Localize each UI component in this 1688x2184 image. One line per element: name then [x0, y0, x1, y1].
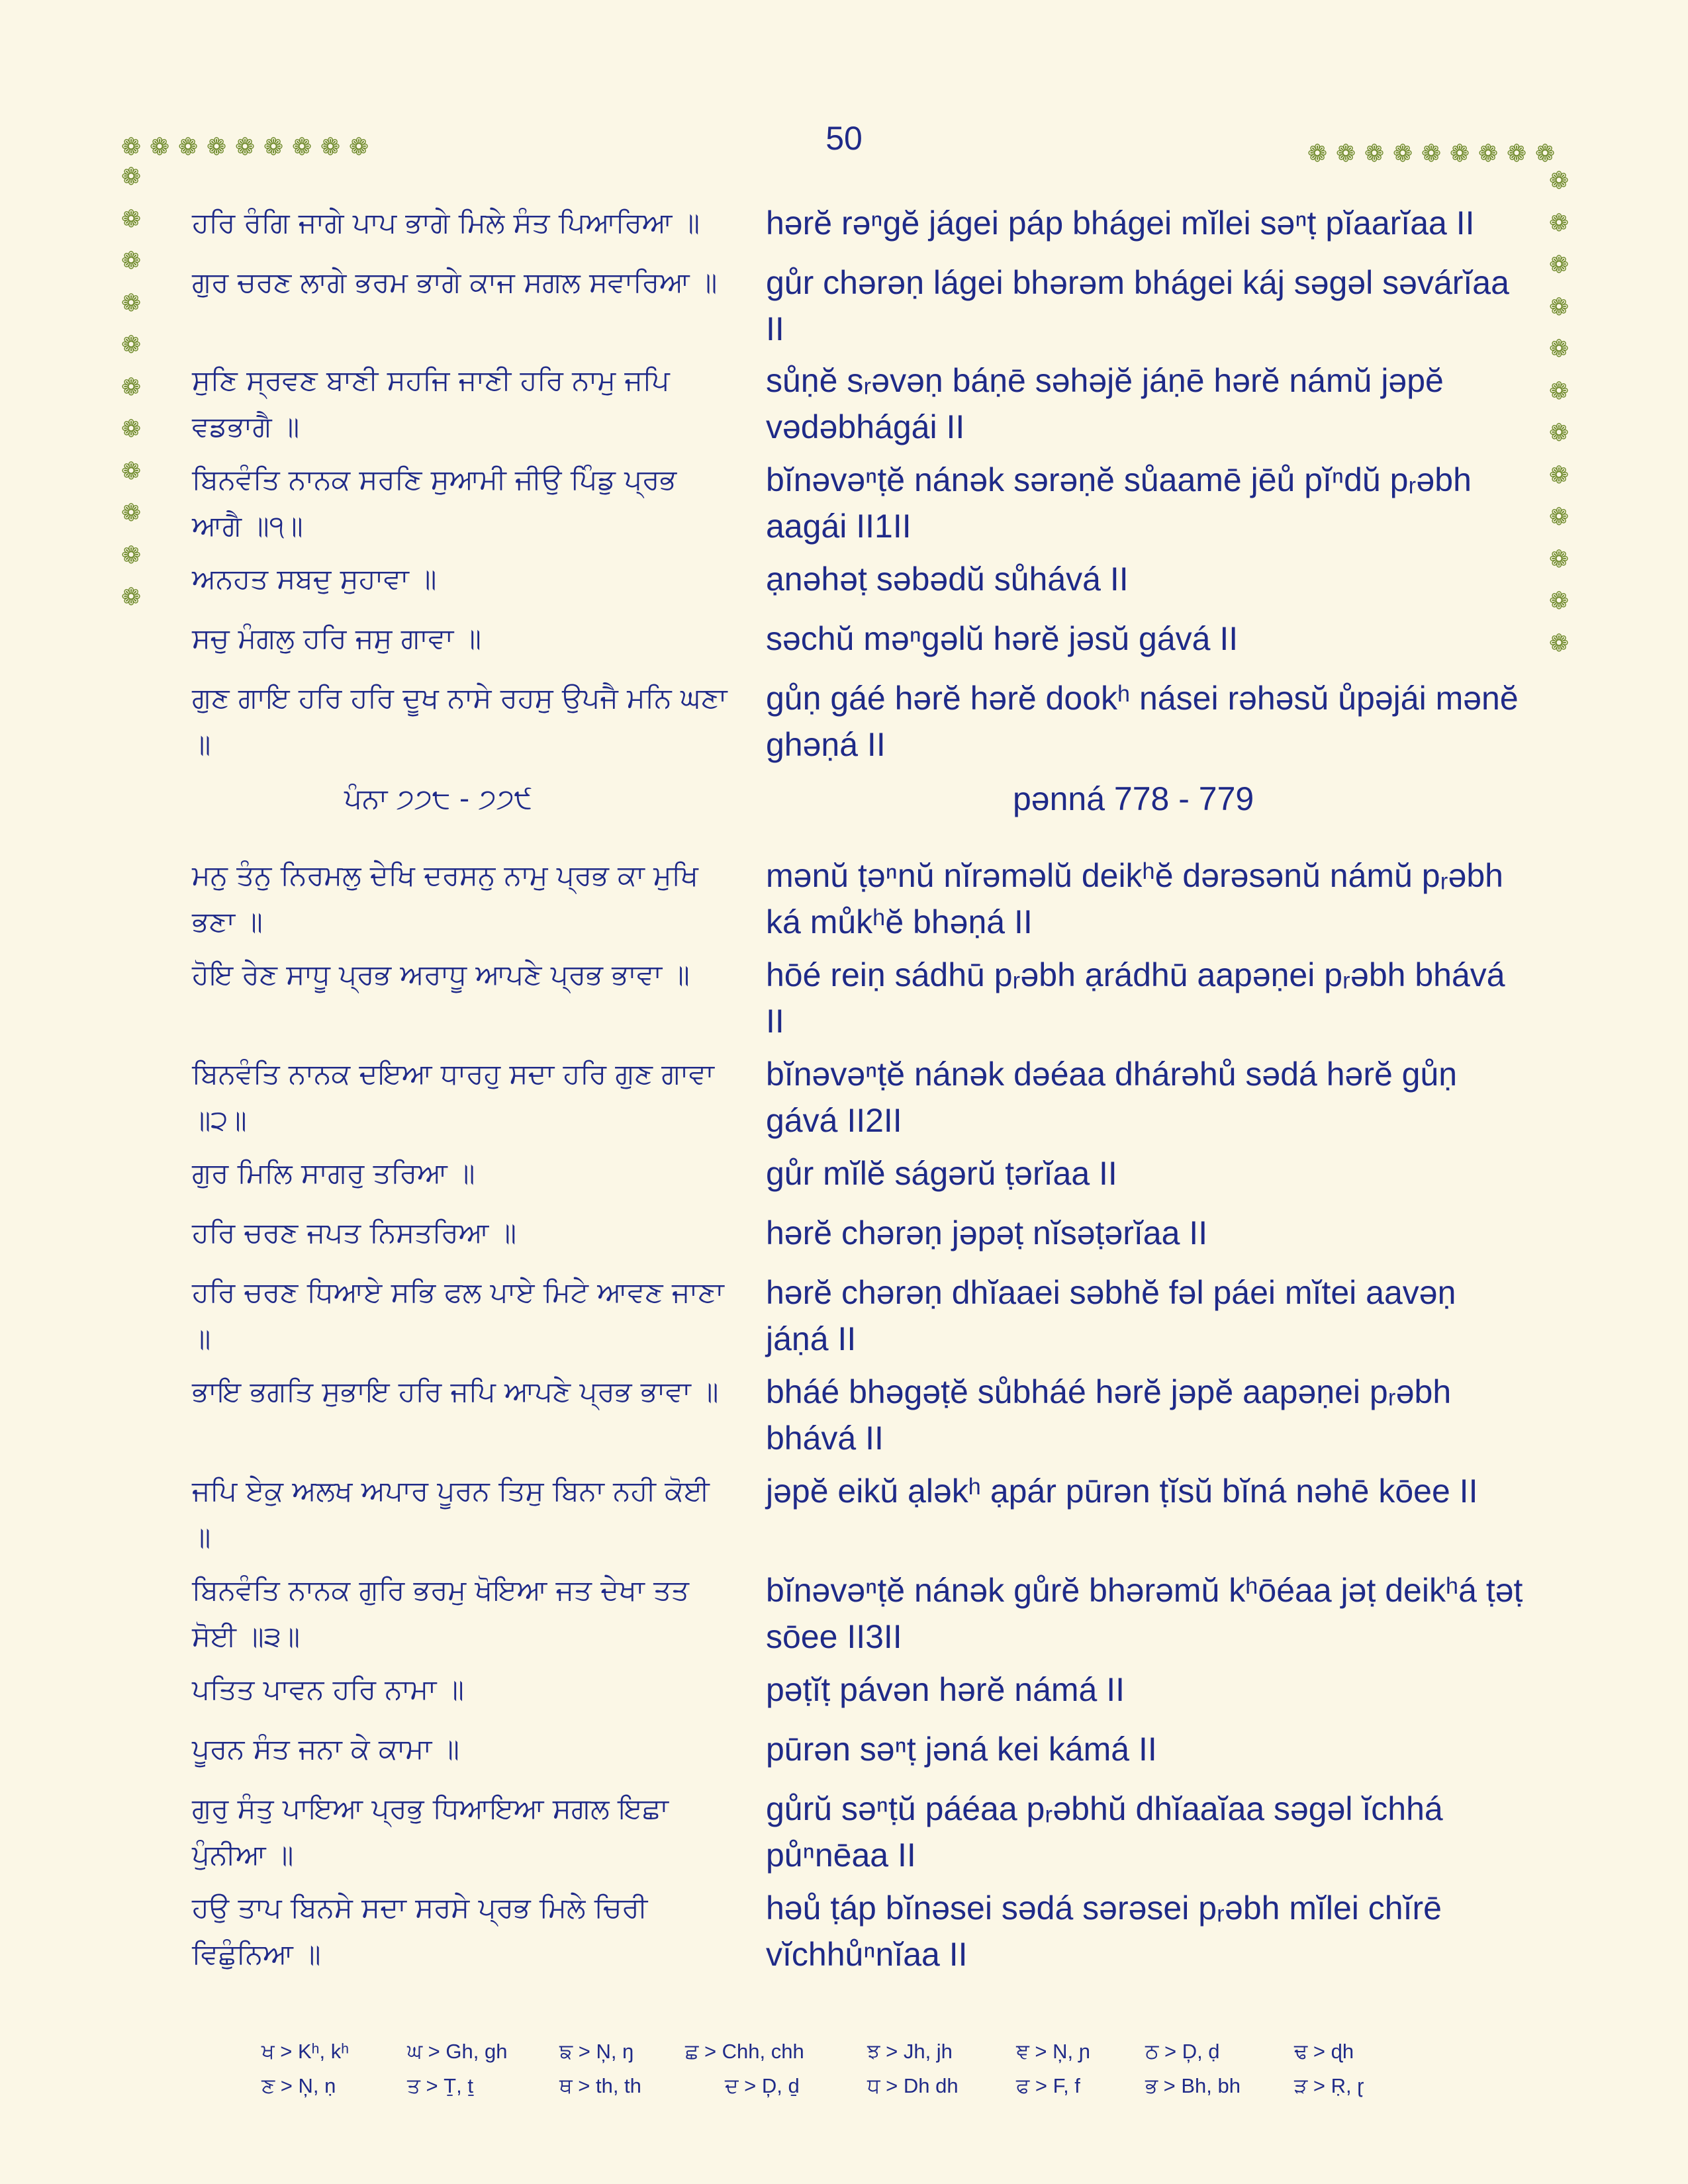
legend-item: ੜ > Ṛ, ɽ [1294, 2074, 1364, 2097]
legend-item: ਭ > Bh, bh [1145, 2074, 1241, 2097]
transliteration-text: sůṇĕ sᵣəvəṇ báṇē səhəjĕ jáṇē hərĕ námŭ jəpĕ vədəbhágái II [766, 362, 1444, 445]
flower-icon: ❁ [121, 205, 142, 233]
transliteration-text: gůr mĭlĕ ságərŭ ṭərĭaa II [766, 1155, 1117, 1192]
flower-icon: ❁ [1549, 504, 1570, 531]
transliteration-text: hərĕ chərəṇ jəpəṭ nĭsəṭərĭaa II [766, 1214, 1208, 1251]
transliteration-text: səchŭ məⁿgəlŭ hərĕ jəsŭ gává II [766, 620, 1239, 657]
transliteration-text: ạnəhəṭ səbədŭ sůhává II [766, 561, 1129, 598]
page-reference-translit: pənná 778 - 779 [1013, 780, 1254, 817]
flower-icon: ❁ [1336, 140, 1356, 167]
gurmukhi-text: ਗੁਰੁ ਸੰਤੁ ਪਾਇਆ ਪ੍ਰਭੁ ਧਿਆਇਆ ਸਗਲ ਇਛਾ ਪੁੰਨੀਆ ॥ [192, 1792, 669, 1871]
gurmukhi-text: ਭਾਇ ਭਗਤਿ ਸੁਭਾਇ ਹਰਿ ਜਪਿ ਆਪਣੇ ਪ੍ਰਭ ਭਾਵਾ ॥ [192, 1375, 719, 1408]
flower-icon: ❁ [1307, 140, 1328, 167]
flower-icon: ❁ [1450, 140, 1470, 167]
flower-icon: ❁ [1549, 251, 1570, 279]
transliteration-text: hərĕ chərəṇ dhĭaaei səbhĕ fəl páei mĭtei aavəṇ jáṇá II [766, 1274, 1456, 1357]
gurmukhi-text: ਹੋਇ ਰੇਣ ਸਾਧੂ ਪ੍ਰਭ ਅਰਾਧੂ ਆਪਣੇ ਪ੍ਰਭ ਭਾਵਾ ॥ [192, 958, 690, 991]
flower-icon: ❁ [1549, 461, 1570, 489]
flower-icon: ❁ [1549, 420, 1570, 447]
flower-icon: ❁ [150, 134, 170, 161]
gurmukhi-text: ਪੂਰਨ ਸੰਤ ਜਨਾ ਕੇ ਕਾਮਾ ॥ [192, 1733, 459, 1765]
gurmukhi-text: ਸੁਣਿ ਸ੍ਰਵਣ ਬਾਣੀ ਸਹਜਿ ਜਾਣੀ ਹਰਿ ਨਾਮੁ ਜਪਿ ਵਡਭਾਗੈ ॥ [192, 364, 670, 443]
legend-item: ਛ > Chh, chh [685, 2040, 804, 2063]
gurmukhi-text: ਬਿਨਵੰਤਿ ਨਾਨਕ ਦਇਆ ਧਾਰਹੁ ਸਦਾ ਹਰਿ ਗੁਣ ਗਾਵਾ ॥੨॥ [192, 1058, 714, 1136]
flower-icon: ❁ [121, 163, 142, 191]
transliteration-text: bĭnəvəⁿṭĕ nánək sərəṇĕ sůaamē jēů pĭⁿdŭ pᵣəbh aagái II1II [766, 461, 1472, 545]
transliteration-text: gůr chərəṇ lágei bhərəm bhágei káj səgəl sәvárĭaa II [766, 264, 1509, 347]
gurmukhi-text: ਹਉ ਤਾਪ ਬਿਨਸੇ ਸਦਾ ਸਰਸੇ ਪ੍ਰਭ ਮਿਲੇ ਚਿਰੀ ਵਿਛੁੰਨਿਆ ॥ [192, 1891, 648, 1970]
flower-icon: ❁ [121, 500, 142, 527]
gurmukhi-text: ਪਤਿਤ ਪਾਵਨ ਹਰਿ ਨਾਮਾ ॥ [192, 1673, 464, 1706]
flower-icon: ❁ [320, 134, 341, 161]
transliteration-text: hərĕ rəⁿgĕ jágei páp bhágei mĭlei səⁿṭ pĭaarĭaa II [766, 205, 1475, 242]
legend-item: ਧ > Dh dh [867, 2074, 959, 2097]
flower-icon: ❁ [1549, 209, 1570, 237]
page-number: 50 [825, 120, 863, 157]
page-reference-gurmukhi: ਪੰਨਾ ੭੭੮ - ੭੭੯ [344, 782, 533, 815]
transliteration-text: pəṭĭṭ pávən hərĕ námá II [766, 1671, 1125, 1708]
flower-icon: ❁ [178, 134, 199, 161]
legend-item: ਣ > N̦, ṇ [261, 2074, 336, 2097]
flower-icon: ❁ [235, 134, 256, 161]
legend-item: ਠ > D̦, ḍ [1145, 2040, 1220, 2063]
flower-icon: ❁ [1393, 140, 1413, 167]
flower-icon: ❁ [1535, 140, 1556, 167]
gurmukhi-text: ਹਰਿ ਚਰਣ ਜਪਤ ਨਿਸਤਰਿਆ ॥ [192, 1216, 517, 1249]
legend-row [261, 2040, 1453, 2074]
gurmukhi-text: ਹਰਿ ਚਰਣ ਧਿਆਏ ਸਭਿ ਫਲ ਪਾਏ ਮਿਟੇ ਆਵਣ ਜਾਣਾ ॥ [192, 1276, 724, 1355]
legend-item: ਫ > F, f [1016, 2074, 1080, 2097]
gurmukhi-text: ਬਿਨਵੰਤਿ ਨਾਨਕ ਗੁਰਿ ਭਰਮੁ ਖੋਇਆ ਜਤ ਦੇਖਾ ਤਤ ਸੋਈ ॥੩॥ [192, 1574, 689, 1653]
legend-item: ਙ > N̦, ŋ [559, 2040, 634, 2063]
flower-icon: ❁ [1507, 140, 1527, 167]
flower-icon: ❁ [349, 134, 369, 161]
flower-icon: ❁ [1549, 545, 1570, 573]
legend-item: ਦ > D̦, ḏ [725, 2074, 800, 2097]
gurmukhi-text: ਹਰਿ ਰੰਗਿ ਜਾਗੇ ਪਾਪ ਭਾਗੇ ਮਿਲੇ ਸੰਤ ਪਿਆਰਿਆ ॥ [192, 206, 700, 239]
transliteration-text: pūrən səⁿṭ jəná kei kámá II [766, 1731, 1157, 1768]
flower-icon: ❁ [121, 416, 142, 443]
flower-icon: ❁ [1364, 140, 1385, 167]
transliteration-legend [261, 2040, 1453, 2109]
gurmukhi-text: ਗੁਣ ਗਾਇ ਹਰਿ ਹਰਿ ਦੂਖ ਨਾਸੇ ਰਹਸੁ ਉਪਜੈ ਮਨਿ ਘਣਾ ॥ [192, 682, 727, 760]
legend-row [261, 2074, 1453, 2109]
flower-icon: ❁ [121, 248, 142, 275]
gurmukhi-text: ਗੁਰ ਮਿਲਿ ਸਾਗਰੁ ਤਰਿਆ ॥ [192, 1157, 475, 1189]
transliteration-text: bháé bhəgəṭĕ sůbháé hərĕ jəpĕ aapəṇei pᵣəbh bhává II [766, 1373, 1452, 1457]
transliteration-text: bĭnəvəⁿṭĕ nánək gůrĕ bhərəmŭ kʰōéaa jəṭ deikʰá ṭəṭ sōee II3II [766, 1572, 1523, 1655]
legend-item: ਘ > Gh, gh [407, 2040, 508, 2063]
flower-icon: ❁ [1549, 293, 1570, 321]
gurmukhi-text: ਮਨੁ ਤੰਨੁ ਨਿਰਮਲੁ ਦੇਖਿ ਦਰਸਨੁ ਨਾਮੁ ਪ੍ਰਭ ਕਾ ਮੁਖਿ ਭਣਾ ॥ [192, 859, 698, 938]
flower-icon: ❁ [1421, 140, 1442, 167]
gurmukhi-text: ਸਚੁ ਮੰਗਲੁ ਹਰਿ ਜਸੁ ਗਾਵਾ ॥ [192, 622, 481, 655]
transliteration-text: jəpĕ eikŭ ạləkʰ ạpár pūrən ṭĭsŭ bĭná nəhē kōee II [766, 1473, 1478, 1510]
flower-icon: ❁ [121, 457, 142, 485]
flower-icon: ❁ [207, 134, 227, 161]
legend-item: ਤ > Ṯ, ṯ [407, 2074, 473, 2097]
flower-icon: ❁ [263, 134, 284, 161]
flower-icon: ❁ [1478, 140, 1499, 167]
transliteration-text: həů ṭáp bĭnəsei sədá sərəsei pᵣəbh mĭlei chĭrē vĭchhůⁿnĭaa II [766, 1889, 1442, 1973]
transliteration-text: gůṇ gáé hərĕ hərĕ dookʰ násei rəhəsŭ ůpəjái mənĕ ghəṇá II [766, 680, 1519, 763]
transliteration-text: gůrŭ səⁿṭŭ páéaa pᵣəbhŭ dhĭaaĭaa səgəl ĭchhá půⁿnēaa II [766, 1790, 1443, 1874]
gurmukhi-text: ਗੁਰ ਚਰਣ ਲਾਗੇ ਭਰਮ ਭਾਗੇ ਕਾਜ ਸਗਲ ਸਵਾਰਿਆ ॥ [192, 266, 718, 298]
gurmukhi-text: ਬਿਨਵੰਤਿ ਨਾਨਕ ਸਰਣਿ ਸੁਆਮੀ ਜੀਉ ਪਿੰਡੁ ਪ੍ਰਭ ਆਗੈ ॥੧॥ [192, 463, 677, 542]
flower-icon: ❁ [121, 134, 142, 161]
flower-icon: ❁ [121, 332, 142, 359]
legend-item: ਞ > N̦, ɲ [1016, 2040, 1090, 2063]
flower-icon: ❁ [1549, 377, 1570, 405]
flower-icon: ❁ [1549, 629, 1570, 657]
flower-icon: ❁ [1549, 336, 1570, 363]
transliteration-text: hōé reiṇ sádhū pᵣəbh ạrádhū aapəṇei pᵣəbh bhává II [766, 956, 1505, 1040]
flower-icon: ❁ [121, 289, 142, 317]
transliteration-text: bĭnəvəⁿṭĕ nánək dəéaa dhárəhů sədá hərĕ gůṇ gává II2II [766, 1056, 1458, 1139]
flower-icon: ❁ [121, 584, 142, 611]
legend-item: ਖ > Kʰ, kʰ [261, 2040, 350, 2063]
flower-icon: ❁ [1549, 588, 1570, 615]
gurmukhi-text: ਜਪਿ ਏਕੁ ਅਲਖ ਅਪਾਰ ਪੂਰਨ ਤਿਸੁ ਬਿਨਾ ਨਹੀ ਕੋਈ ॥ [192, 1475, 710, 1553]
flower-icon: ❁ [121, 373, 142, 401]
flower-icon: ❁ [1549, 167, 1570, 195]
gurmukhi-text: ਅਨਹਤ ਸਬਦੁ ਸੁਹਾਵਾ ॥ [192, 563, 437, 595]
legend-item: ਝ > Jh, jh [867, 2040, 953, 2063]
transliteration-text: mənŭ ṭəⁿnŭ nĭrəməlŭ deikʰĕ dərəsənŭ námŭ pᵣəbh ká můkʰĕ bhəṇá II [766, 857, 1503, 940]
legend-item: ਥ > th, th [559, 2074, 641, 2097]
flower-icon: ❁ [121, 541, 142, 569]
legend-item: ਢ > ɖh [1294, 2040, 1354, 2063]
flower-icon: ❁ [292, 134, 312, 161]
